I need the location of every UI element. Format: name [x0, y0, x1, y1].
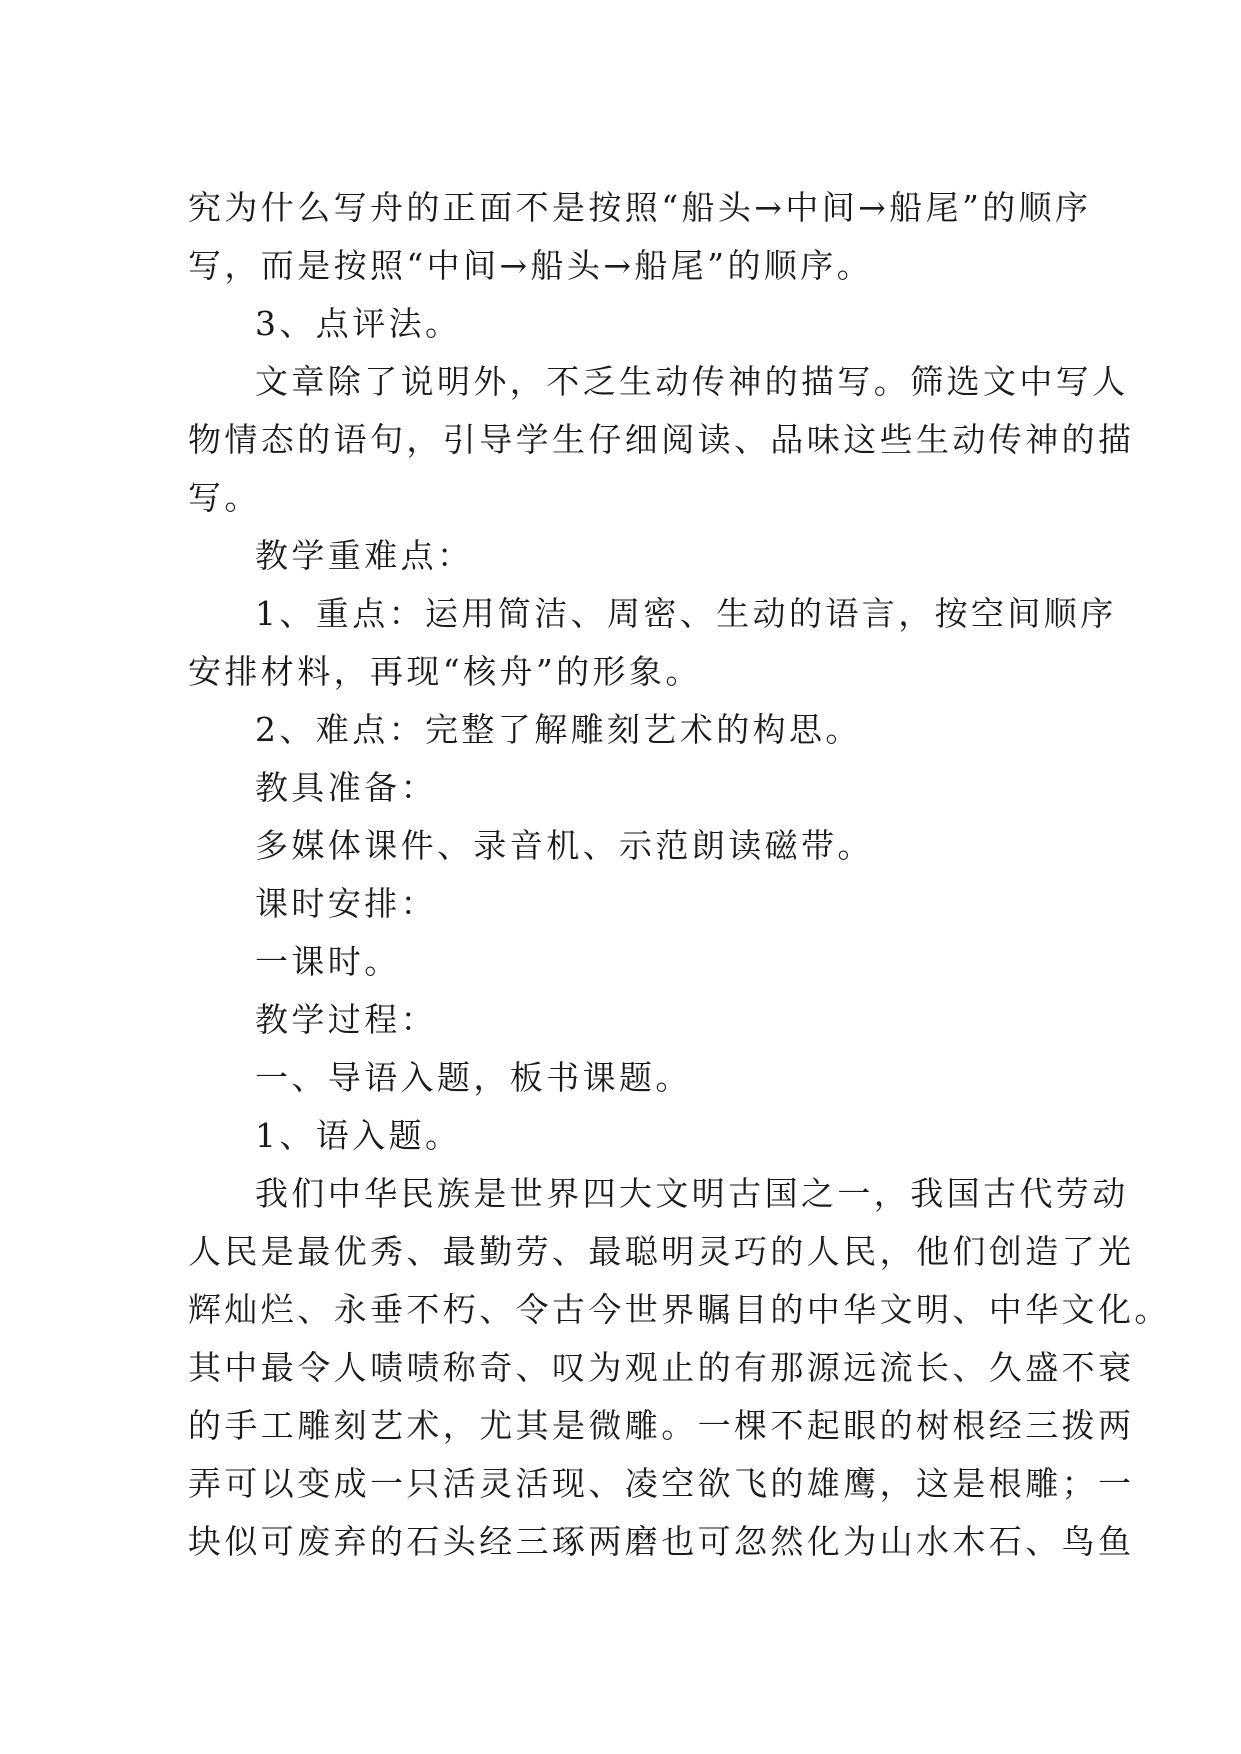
- text-line: 教学重难点：: [255, 536, 474, 575]
- text-line: 教学过程：: [255, 1000, 437, 1039]
- text-line: 的手工雕刻艺术，尤其是微雕。一棵不起眼的树根经三拨两: [188, 1406, 1135, 1445]
- text-line: 1、语入题。: [255, 1116, 462, 1155]
- text-line: 块似可废弃的石头经三琢两磨也可忽然化为山水木石、鸟鱼: [188, 1522, 1135, 1561]
- text-line: 教具准备：: [255, 768, 437, 807]
- text-line: 课时安排：: [255, 884, 437, 923]
- text-line: 辉灿烂、永垂不朽、令古今世界瞩目的中华文明、中华文化。: [188, 1290, 1171, 1329]
- text-line: 我们中华民族是世界四大文明古国之一，我国古代劳动: [255, 1174, 1129, 1213]
- text-line: 弄可以变成一只活灵活现、凌空欲飞的雄鹰，这是根雕；一: [188, 1464, 1135, 1503]
- text-line: 究为什么写舟的正面不是按照“船头→中间→船尾”的顺序: [188, 188, 1092, 227]
- text-line: 安排材料，再现“核舟”的形象。: [188, 652, 702, 691]
- text-line: 文章除了说明外，不乏生动传神的描写。筛选文中写人: [255, 362, 1129, 401]
- text-line: 多媒体课件、录音机、示范朗读磁带。: [255, 826, 874, 865]
- text-line: 人民是最优秀、最勤劳、最聪明灵巧的人民，他们创造了光: [188, 1232, 1135, 1271]
- text-line: 一、导语入题，板书课题。: [255, 1058, 692, 1097]
- text-line: 一课时。: [255, 942, 401, 981]
- text-line: 写。: [188, 478, 261, 517]
- text-line: 2、难点：完整了解雕刻艺术的构思。: [255, 710, 862, 749]
- text-line: 3、点评法。: [255, 304, 462, 343]
- text-line: 其中最令人啧啧称奇、叹为观止的有那源远流长、久盛不衰: [188, 1348, 1135, 1387]
- text-line: 物情态的语句，引导学生仔细阅读、品味这些生动传神的描: [188, 420, 1135, 459]
- text-line: 写，而是按照“中间→船头→船尾”的顺序。: [188, 246, 874, 285]
- text-line: 1、重点：运用简洁、周密、生动的语言，按空间顺序: [255, 594, 1117, 633]
